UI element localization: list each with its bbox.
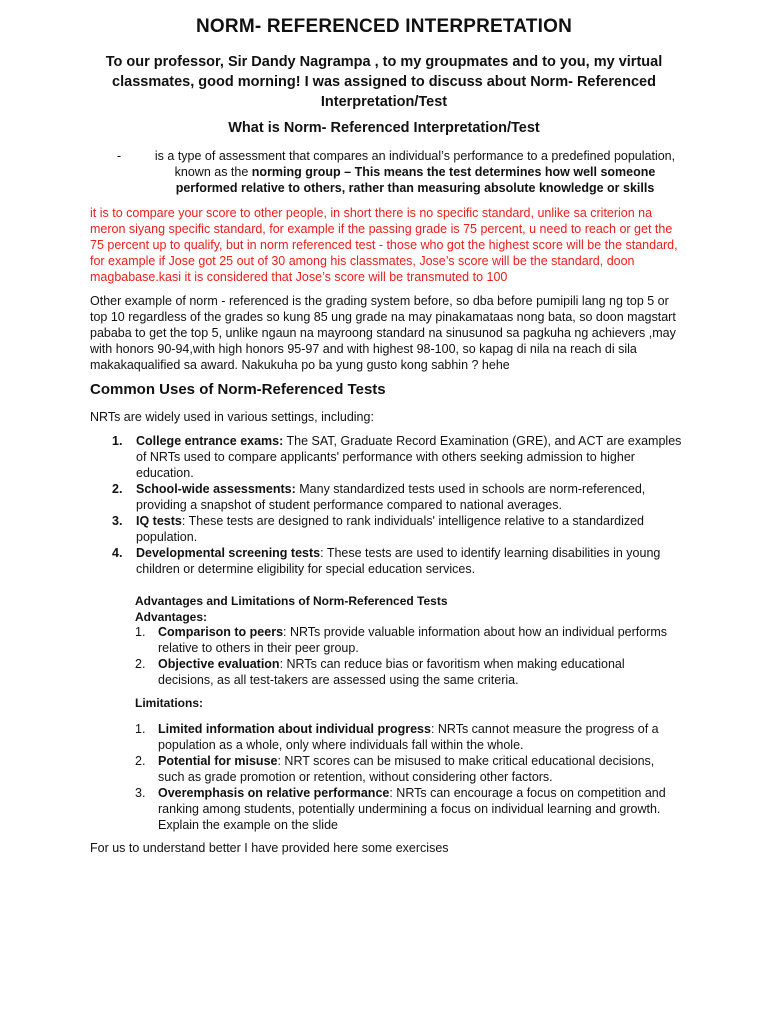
document-title: NORM- REFERENCED INTERPRETATION [196, 16, 572, 37]
limitation-number: 1. [135, 722, 146, 736]
limitation-term: Limited information about individual progress [158, 722, 431, 736]
definition-text [143, 148, 687, 196]
use-item [112, 481, 682, 513]
advantage-description: : NRTs provide valuable information about how an individual performs relative to others in their peer group. [158, 625, 668, 655]
limitation-number: 3. [135, 786, 146, 800]
limitation-item [135, 721, 680, 753]
uses-list [112, 433, 682, 577]
use-term: College entrance exams: [136, 434, 284, 448]
advantage-number: 1. [135, 625, 146, 639]
uses-heading: Common Uses of Norm-Referenced Tests [90, 381, 386, 398]
use-description: Many standardized tests used in schools are norm-referenced, providing a snapshot of student performance compared to national averages. [136, 482, 646, 512]
advantage-term: Objective evaluation [158, 657, 280, 671]
limitation-description: : NRT scores can be misused to make critical educational decisions, such as grade promotion or retention, without considering other factors. [158, 754, 655, 784]
limitation-description: : NRTs cannot measure the progress of a population as a whole, only where individuals fall within the whole. [158, 722, 659, 752]
use-term: Developmental screening tests [136, 546, 321, 560]
intro-paragraph: To our professor, Sir Dandy Nagrampa , to my groupmates and to you, my virtual classmates, good morning! I was assigned to discuss about Norm- Referenced Interpretation/Test [105, 54, 663, 110]
adv-limitations-title: Advantages and Limitations of Norm-Referenced Tests [135, 594, 448, 608]
closing-line: For us to understand better I have provided here some exercises [90, 841, 449, 855]
limitation-item [135, 753, 680, 785]
advantage-item [135, 656, 680, 688]
use-term: IQ tests [136, 514, 182, 528]
advantages-list [135, 624, 680, 688]
limitation-description: : NRTs can encourage a focus on competition and ranking among students, potentially undermining a focus on individual learning and growth. Explain the example on the slide [158, 786, 666, 832]
advantage-number: 2. [135, 657, 146, 671]
definition-bold: norming group – This means the test determines how well someone performed relative to others, rather than measuring absolute knowledge or skills [175, 165, 656, 195]
use-number: 1. [112, 434, 123, 448]
uses-lead: NRTs are widely used in various settings, including: [90, 410, 374, 424]
use-term: School-wide assessments: [136, 482, 296, 496]
section-subheading: What is Norm- Referenced Interpretation/Test [228, 120, 540, 136]
definition-item [117, 148, 687, 196]
limitation-item [135, 785, 680, 833]
use-item [112, 433, 682, 481]
use-item [112, 513, 682, 545]
limitations-list [135, 721, 680, 833]
other-example-paragraph: Other example of norm - referenced is the grading system before, so dba before pumipili lang ng top 5 or top 10 regardless of the grades so kung 85 ung grade na may pinakamataas nong bata, so doon magstart pababa to get the top 5, unlike ngaun na mayroong standard na sinusunod sa pagkuha ng achievers ,may with honors 90-94,with high honors 95-97 and with highest 98-100, so kapag di nila na reach di sila makakaqualified sa award. Nakukuha po ba yung gusto kong sabhin ? hehe [90, 294, 676, 372]
use-number: 4. [112, 546, 123, 560]
use-description: : These tests are designed to rank individuals' intelligence relative to a standardized population. [136, 514, 645, 544]
use-description: : These tests are used to identify learning disabilities in young children or determine eligibility for special education services. [136, 546, 661, 576]
limitation-term: Potential for misuse [158, 754, 278, 768]
definition-plain: is a type of assessment that compares an individual’s performance to a predefined population, known as the [154, 149, 676, 179]
advantage-term: Comparison to peers [158, 625, 284, 639]
use-number: 3. [112, 514, 123, 528]
limitation-number: 2. [135, 754, 146, 768]
red-note-paragraph: it is to compare your score to other people, in short there is no specific standard, unlike sa criterion na meron siyang specific standard, for example if the passing grade is 75 percent, u need to reach or get the 75 percent up to qualify, but in norm referenced test - those who got the highest score will be the standard, for example if Jose got 25 out of 30 among his classmates, Jose’s score will be the standard, doon magbabase.kasi it is considered that Jose’s score will be transmuted to 100 [90, 206, 678, 284]
advantage-description: : NRTs can reduce bias or favoritism when making educational decisions, as all test-takers are assessed using the same criteria. [158, 657, 625, 687]
use-number: 2. [112, 482, 123, 496]
advantage-item [135, 624, 680, 656]
dash-bullet: - [117, 149, 122, 163]
advantages-section-title [135, 593, 448, 625]
advantages-label: Advantages: [135, 610, 208, 624]
limitations-label: Limitations: [135, 696, 203, 710]
use-description: The SAT, Graduate Record Examination (GRE), and ACT are examples of NRTs used to compare applicants' performance with others seeking admission to higher education. [136, 434, 682, 480]
use-item [112, 545, 682, 577]
limitation-term: Overemphasis on relative performance [158, 786, 390, 800]
